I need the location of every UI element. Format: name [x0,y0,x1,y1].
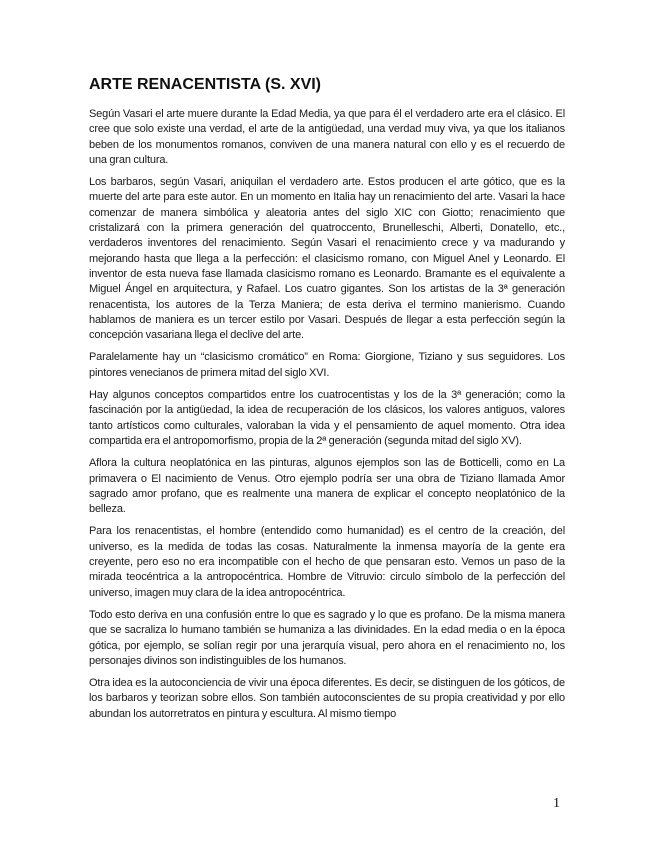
page-content [89,75,565,729]
paragraph-3: Paralelamente hay un “clasicismo cromático” en Roma: Giorgione, Tiziano y sus seguidores. Los pintores venecianos de primera mitad del siglo XVI. [89,351,565,379]
paragraph-2: Los barbaros, según Vasari, aniquilan el verdadero arte. Estos producen el arte gótico, que es la muerte del arte para este autor. En un momento en Italia hay un renacimiento del arte. Vasari la hace comenzar de manera simbólica y aleatoria antes del siglo XIC con Giotto; renacimiento que cristalizará con la primera generación del quatroccento, Brunelleschi, Alberti, Donatello, etc., verdaderos inventores del renacimiento. Según Vasari el renacimiento crece y va madurando y mejorando hasta que llega a la perfección: el clasicismo romano, con Miguel Anel y Leonardo. El inventor de esta nueva fase llamada clasicismo romano es Leonardo. Bramante es el equivalente a Miguel Ángel en arquitectura, y Rafael. Los cuatro gigantes. Son los artistas de la 3ª generación renacentista, los autores de la Terza Maniera; de esta deriva el termino manierismo. Cuando hablamos de maniera es un tercer estilo por Vasari. Después de llegar a esta perfección según la concepción vasariana llega el declive del arte. [89,176,565,342]
paragraph-8: Otra idea es la autoconciencia de vivir una época diferentes. Es decir, se distinguen de los góticos, de los barbaros y teorizan sobre ellos. Son también autoconscientes de su propia creatividad y por ello abundan los autorretratos en pintura y escultura. Al mismo tiempo [89,677,565,720]
document-title: ARTE RENACENTISTA (S. XVI) [89,76,322,93]
paragraph-4: Hay algunos conceptos compartidos entre los cuatrocentistas y los de la 3ª generación; como la fascinación por la antigüedad, la idea de recuperación de los clásicos, los valores antiguos, valores tanto artísticos como culturales, valoraban la vida y el pensamiento de aquel momento. Otra idea compartida era el antropomorfismo, propia de la 2ª generación (segunda mitad del siglo XV). [89,389,565,447]
paragraph-7: Todo esto deriva en una confusión entre lo que es sagrado y lo que es profano. De la misma manera que se sacraliza lo humano también se humaniza a las divinidades. En la edad media o en la época gótica, por ejemplo, se solían regir por una jerarquía visual, pero ahora en el renacimiento no, los personajes divinos son indistinguibles de los humanos. [89,608,565,667]
paragraph-1: Según Vasari el arte muere durante la Edad Media, ya que para él el verdadero arte era el clásico. El cree que solo existe una verdad, el arte de la antigüedad, una verdad muy viva, ya que los italianos beben de los monumentos romanos, conviven de una manera natural con ello y es el recuerdo de una gran cultura. [89,108,565,166]
page-number: 1 [553,796,560,811]
paragraph-6: Para los renacentistas, el hombre (entendido como humanidad) es el centro de la creación, del universo, es la medida de todas las cosas. Naturalmente la inmensa mayoría de la gente era creyente, pero eso no era incompatible con el hecho de que pensaran esto. Vemos un paso de la mirada teocéntrica a la antropocéntrica. Hombre de Vitruvio: circulo símbolo de la perfección del universo, imagen muy clara de la idea antropocéntrica. [89,525,565,599]
paragraph-5: Aflora la cultura neoplatónica en las pinturas, algunos ejemplos son las de Botticelli, como en La primavera o El nacimiento de Venus. Otro ejemplo podría ser una obra de Tiziano llamada Amor sagrado amor profano, que es realmente una manera de explicar el concepto neoplatónico de la belleza. [89,457,565,516]
